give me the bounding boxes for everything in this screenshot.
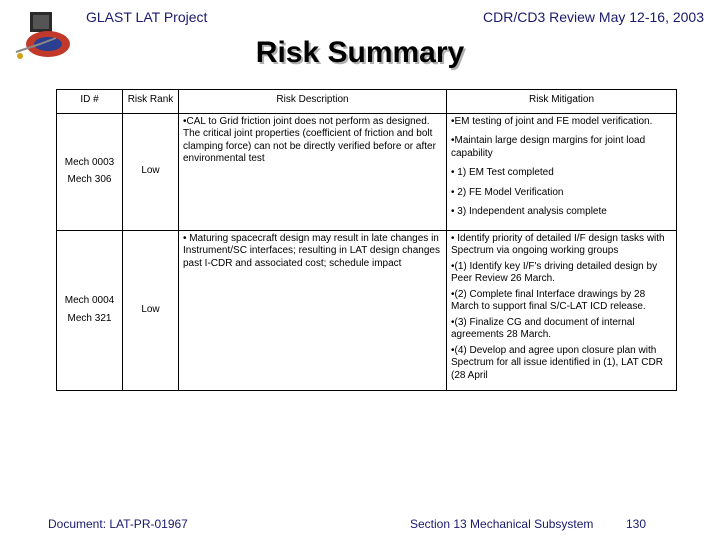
- risk-description: • Maturing spacecraft design may result in late changes in Instrument/SC interfaces; resulting in LAT design changes past I-CDR and associated cost; schedule impact: [179, 230, 447, 390]
- risk-rank: Low: [123, 113, 179, 230]
- mitigation-item: • 1) EM Test completed: [451, 167, 554, 178]
- risk-id: Mech 321: [67, 312, 112, 324]
- mitigation-item: • 2) FE Model Verification: [451, 186, 564, 198]
- risk-id: Mech 0004: [64, 295, 115, 306]
- mitigation-item: •(1) Identify key I/F's driving detailed design by Peer Review 26 March.: [451, 260, 658, 284]
- risk-mitigation: [447, 113, 677, 230]
- risk-rank: Low: [123, 230, 179, 390]
- risk-mitigation: [447, 230, 677, 390]
- table-row: [57, 113, 677, 230]
- page-title: Risk Summary: [255, 36, 465, 69]
- risk-table: [56, 89, 677, 391]
- mitigation-item: • Identify priority of detailed I/F design tasks with Spectrum via ongoing working groups: [451, 232, 665, 256]
- mitigation-item: •(2) Complete final Interface drawings by 28 March to support final S/C-LAT ICD release.: [451, 288, 646, 312]
- column-header-description: Risk Description: [179, 90, 447, 114]
- column-header-mitigation: Risk Mitigation: [447, 90, 677, 114]
- risk-id-cell: [57, 113, 123, 230]
- document-id: Document: LAT-PR-01967: [48, 517, 188, 531]
- mitigation-item: •(4) Develop and agree upon closure plan with Spectrum for all issue identified in (1), LAT CDR (28 April: [451, 344, 663, 381]
- risk-description: •CAL to Grid friction joint does not perform as designed. The critical joint properties (coefficient of friction and bolt clamping force) can not be directly verified before or after environmental test: [179, 113, 447, 230]
- column-header-rank: Risk Rank: [123, 90, 179, 114]
- risk-id-cell: [57, 230, 123, 390]
- table-header-row: [57, 90, 677, 114]
- mitigation-item: •EM testing of joint and FE model verification.: [451, 115, 653, 127]
- page-number: 130: [626, 517, 647, 531]
- table-row: [57, 230, 677, 390]
- mitigation-item: •Maintain large design margins for joint load capability: [451, 135, 646, 159]
- project-name: GLAST LAT Project: [86, 9, 208, 25]
- risk-id: Mech 306: [67, 174, 112, 185]
- review-title: CDR/CD3 Review May 12-16, 2003: [483, 9, 704, 25]
- section-label: Section 13 Mechanical Subsystem: [410, 517, 594, 531]
- mitigation-item: •(3) Finalize CG and document of internal agreements 28 March.: [451, 316, 635, 340]
- risk-id: Mech 0003: [64, 156, 115, 168]
- column-header-id: ID #: [57, 90, 123, 114]
- mitigation-item: • 3) Independent analysis complete: [451, 206, 607, 217]
